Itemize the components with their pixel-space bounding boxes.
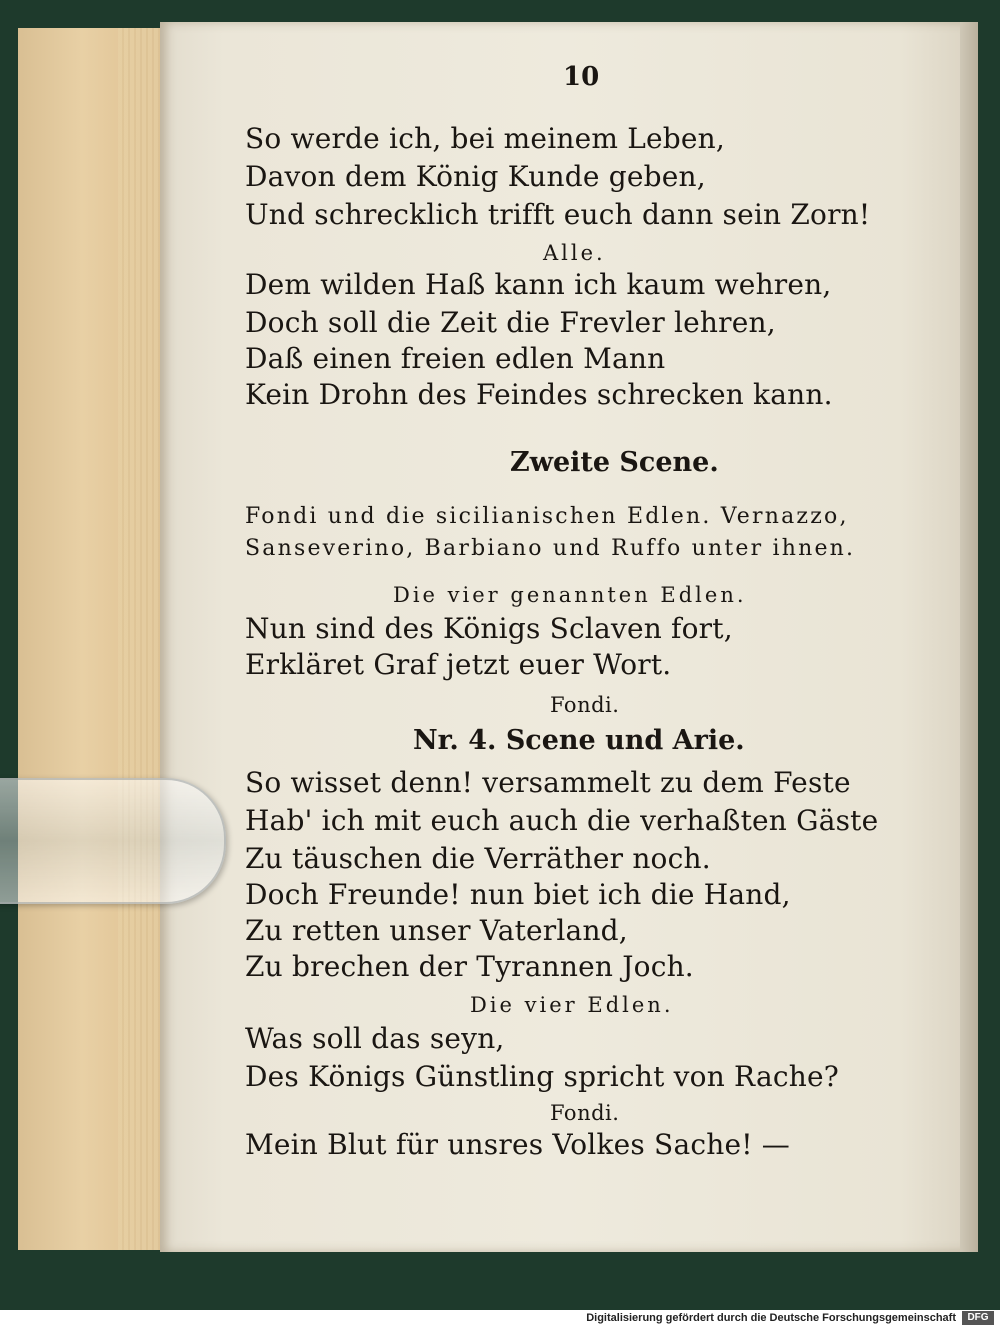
verse-line: Mein Blut für unsres Volkes Sache! —	[245, 1128, 790, 1161]
scene-description-line: Sanseverino, Barbiano und Ruffo unter ihnen.	[245, 536, 856, 561]
number-heading: Nr. 4. Scene und Arie.	[413, 725, 745, 756]
verse-line: Was soll das seyn,	[245, 1022, 505, 1055]
verse-line: So werde ich, bei meinem Leben,	[245, 122, 725, 155]
speaker-label: Fondi.	[550, 1101, 620, 1125]
opposite-page-edge	[960, 22, 978, 1252]
dfg-logo: DFG	[962, 1311, 994, 1325]
verse-line: So wisset denn! versammelt zu dem Feste	[245, 766, 851, 799]
verse-line: Und schrecklich trifft euch dann sein Zorn!	[245, 198, 871, 231]
verse-line: Zu täuschen die Verräther noch.	[245, 842, 711, 875]
speaker-label: Fondi.	[550, 693, 620, 717]
verse-line: Zu retten unser Vaterland,	[245, 914, 628, 947]
plastic-page-holder	[0, 778, 226, 904]
verse-line: Kein Drohn des Feindes schrecken kann.	[245, 378, 833, 411]
funding-credit: Digitalisierung gefördert durch die Deutsche Forschungsgemeinschaft	[586, 1312, 956, 1324]
verse-line: Erkläret Graf jetzt euer Wort.	[245, 648, 672, 681]
speaker-label: Alle.	[543, 241, 606, 265]
scene-description-line: Fondi und die sicilianischen Edlen. Vernazzo,	[245, 504, 849, 529]
verse-line: Zu brechen der Tyrannen Joch.	[245, 950, 694, 983]
scene-title: Zweite Scene.	[510, 447, 719, 478]
speaker-label: Die vier Edlen.	[470, 993, 674, 1017]
verse-line: Hab' ich mit euch auch die verhaßten Gäste	[245, 804, 879, 837]
speaker-label: Die vier genannten Edlen.	[393, 583, 747, 607]
page-stack-edge	[18, 28, 179, 1250]
verse-line: Dem wilden Haß kann ich kaum wehren,	[245, 268, 832, 301]
verse-line: Des Königs Günstling spricht von Rache?	[245, 1060, 839, 1093]
verse-line: Daß einen freien edlen Mann	[245, 342, 666, 375]
verse-line: Doch soll die Zeit die Frevler lehren,	[245, 306, 776, 339]
verse-line: Nun sind des Königs Sclaven fort,	[245, 612, 733, 645]
verse-line: Doch Freunde! nun biet ich die Hand,	[245, 878, 791, 911]
verse-line: Davon dem König Kunde geben,	[245, 160, 706, 193]
page-number: 10	[563, 62, 600, 92]
